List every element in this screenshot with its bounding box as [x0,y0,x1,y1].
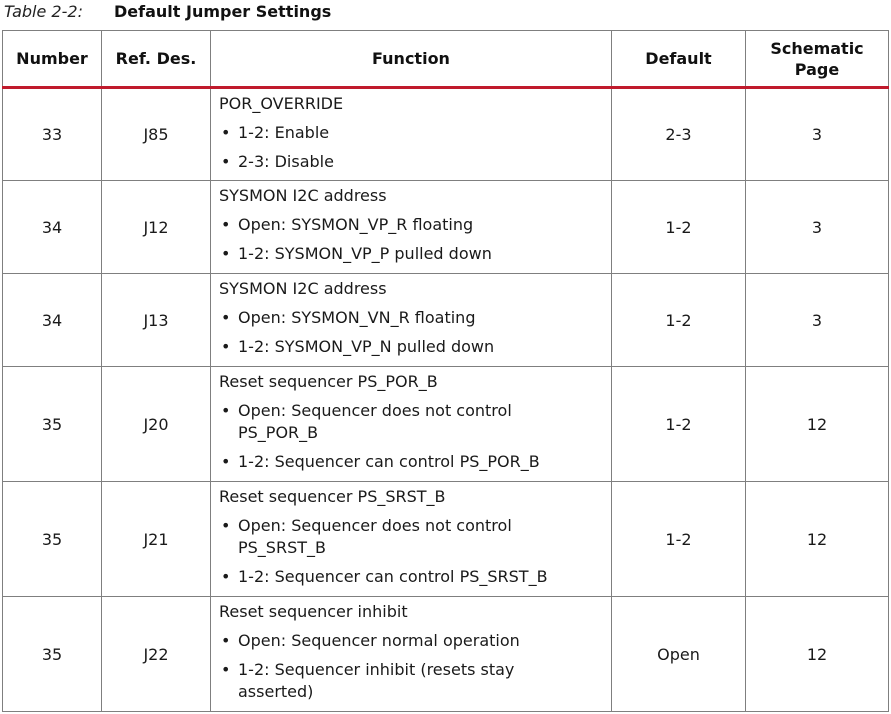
bullet-item: • Open: Sequencer does not control PS_POR_B [219,400,538,444]
cell-function [211,367,612,482]
table-caption-title: Default Jumper Settings [114,2,332,21]
cell-number: 34 [3,274,102,367]
cell-schematic-page: 3 [746,274,889,367]
table-header-row [3,31,889,88]
table-caption [4,1,331,23]
cell-default: 1-2 [612,181,746,274]
cell-ref-des: J22 [102,597,211,712]
bullet-item: • 1-2: Sequencer inhibit (resets stay asserted) [219,659,538,703]
cell-schematic-page: 3 [746,88,889,181]
cell-ref-des: J13 [102,274,211,367]
bullet-item: • 1-2: Enable [219,122,603,144]
cell-default: 2-3 [612,88,746,181]
header-schematic-page [746,31,889,88]
header-number: Number [3,31,102,88]
function-title: Reset sequencer PS_POR_B [219,372,438,391]
cell-number: 33 [3,88,102,181]
function-title: SYSMON I2C address [219,186,387,205]
cell-default: 1-2 [612,482,746,597]
cell-default: 1-2 [612,274,746,367]
function-title: POR_OVERRIDE [219,94,344,113]
function-bullets [219,122,603,173]
cell-ref-des: J21 [102,482,211,597]
bullet-item: • 2-3: Disable [219,151,603,173]
table-caption-label: Table 2-2: [4,2,83,21]
bullet-item: • 1-2: SYSMON_VP_P pulled down [219,243,603,265]
header-function: Function [211,31,612,88]
table-row [3,88,889,181]
cell-number: 35 [3,482,102,597]
bullet-item: • Open: SYSMON_VP_R floating [219,214,603,236]
cell-schematic-page: 12 [746,367,889,482]
function-bullets [219,515,603,588]
function-bullets [219,630,603,703]
cell-function [211,482,612,597]
function-bullets [219,307,603,358]
bullet-item: • 1-2: Sequencer can control PS_POR_B [219,451,603,473]
table-row [3,181,889,274]
jumper-settings-table [2,30,889,712]
cell-number: 35 [3,367,102,482]
table-row [3,597,889,712]
function-bullets [219,400,603,473]
cell-function [211,274,612,367]
table-row [3,274,889,367]
table-row [3,367,889,482]
function-title: SYSMON I2C address [219,279,387,298]
cell-function [211,181,612,274]
bullet-item: • Open: Sequencer does not control PS_SRST_B [219,515,538,559]
cell-function [211,88,612,181]
header-schematic-page-label: Schematic Page [770,38,864,79]
cell-ref-des: J20 [102,367,211,482]
cell-schematic-page: 12 [746,597,889,712]
bullet-item: • Open: SYSMON_VN_R floating [219,307,603,329]
table-row [3,482,889,597]
bullet-item: • 1-2: Sequencer can control PS_SRST_B [219,566,603,588]
cell-number: 34 [3,181,102,274]
cell-default: Open [612,597,746,712]
cell-ref-des: J12 [102,181,211,274]
cell-schematic-page: 3 [746,181,889,274]
cell-number: 35 [3,597,102,712]
cell-schematic-page: 12 [746,482,889,597]
function-bullets [219,214,603,265]
bullet-item: • Open: Sequencer normal operation [219,630,603,652]
header-ref-des: Ref. Des. [102,31,211,88]
function-title: Reset sequencer PS_SRST_B [219,487,446,506]
cell-function [211,597,612,712]
cell-ref-des: J85 [102,88,211,181]
cell-default: 1-2 [612,367,746,482]
bullet-item: • 1-2: SYSMON_VP_N pulled down [219,336,603,358]
header-default: Default [612,31,746,88]
function-title: Reset sequencer inhibit [219,602,408,621]
